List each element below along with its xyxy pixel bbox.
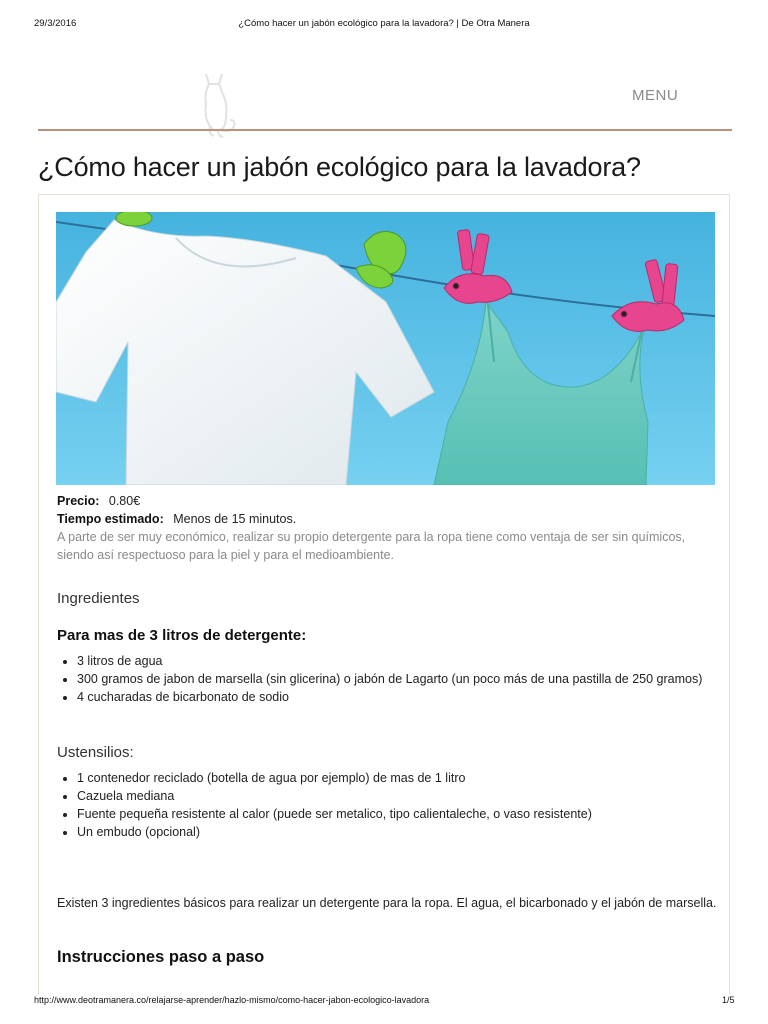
- intro-paragraph: A parte de ser muy económico, realizar su propio detergente para la ropa tiene como ventaja de ser sin químicos, siendo así respectuoso para la piel y para el medioambiente.: [57, 530, 686, 562]
- print-header: [0, 18, 768, 32]
- ingredients-subheading: Para mas de 3 litros de detergente:: [57, 627, 307, 644]
- list-item: • 1 contenedor reciclado (botella de agua por ejemplo) de mas de 1 litro: [77, 769, 717, 787]
- time-label: Tiempo estimado:: [57, 512, 164, 526]
- print-doc-title: ¿Cómo hacer un jabón ecológico para la lavadora? | De Otra Manera: [238, 18, 530, 29]
- page-title: ¿Cómo hacer un jabón ecológico para la lavadora?: [38, 152, 641, 182]
- header-divider: [38, 129, 732, 131]
- list-item: • Fuente pequeña resistente al calor (puede ser metalico, tipo calientaleche, o vaso resistente): [77, 805, 717, 823]
- list-item: • 4 cucharadas de bicarbonato de sodio: [77, 688, 717, 706]
- ingredients-list: [57, 652, 717, 706]
- article-content: [57, 492, 717, 966]
- list-item: • 3 litros de agua: [77, 652, 717, 670]
- time-row: [57, 510, 717, 528]
- price-value: 0.80€: [108, 494, 141, 508]
- hero-image: [56, 212, 715, 485]
- body-paragraph: Existen 3 ingredientes básicos para realizar un detergente para la ropa. El agua, el bicarbonado y el jabón de marsella.: [57, 896, 717, 910]
- utensils-list: [57, 769, 717, 841]
- time-value: Menos de 15 minutos.: [173, 512, 297, 526]
- list-item: • Cazuela mediana: [77, 787, 717, 805]
- price-label: Precio:: [57, 494, 100, 508]
- price-row: [57, 492, 717, 510]
- clothesline-illustration: [56, 212, 715, 485]
- list-item: • Un embudo (opcional): [77, 823, 717, 841]
- list-item: • 300 gramos de jabon de marsella (sin glicerina) o jabón de Lagarto (un poco más de una pastilla de 250 gramos): [77, 670, 717, 688]
- print-url: http://www.deotramanera.co/relajarse-aprender/hazlo-mismo/como-hacer-jabon-ecologico-lavadora: [34, 995, 430, 1005]
- utensils-heading: Ustensilios:: [57, 744, 134, 761]
- menu-button[interactable]: MENU: [632, 87, 679, 104]
- print-date: 29/3/2016: [34, 18, 77, 29]
- green-clip-left: [116, 212, 152, 226]
- ingredients-heading: Ingredientes: [57, 590, 140, 607]
- instructions-heading: Instrucciones paso a paso: [57, 948, 265, 966]
- print-page-number: 1/5: [722, 995, 735, 1005]
